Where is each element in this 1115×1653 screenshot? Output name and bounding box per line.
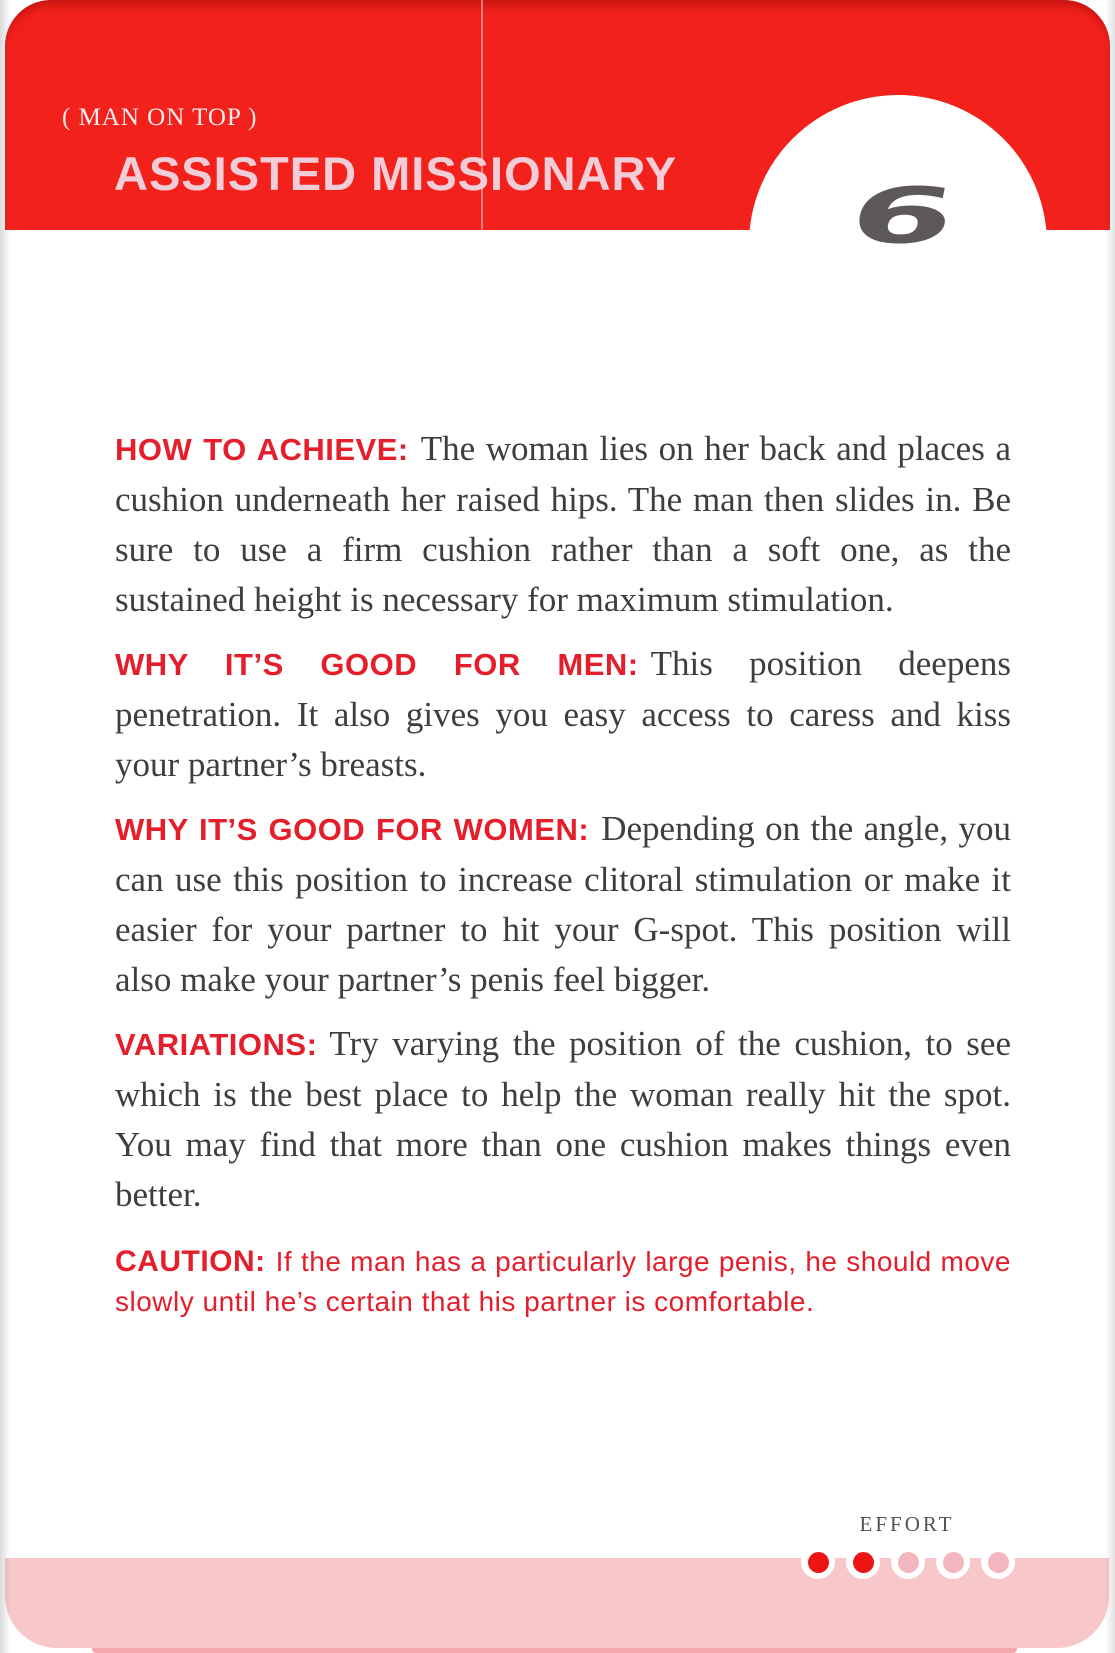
effort-dot: [891, 1545, 925, 1579]
section-variations: [115, 1019, 1011, 1220]
effort-dot-empty: [988, 1552, 1009, 1573]
effort-dot-empty: [898, 1552, 919, 1573]
section-text: Depending on the angle, you can use this position to increase clitoral stimulation or make it easier for your partner to hit your G-spot. This position will also make your partner’s penis feel bigger.: [115, 809, 1012, 999]
effort-dot: [801, 1545, 835, 1579]
section-label: VARIATIONS:: [115, 1027, 318, 1062]
section-good-for-women: [115, 804, 1011, 1005]
effort-label: EFFORT: [859, 1512, 955, 1536]
section-text: This position deepens penetration. It also gives you easy access to caress and kiss your partner’s breasts.: [115, 644, 1011, 784]
page-title: ASSISTED MISSIONARY: [114, 147, 678, 200]
category-label: ( MAN ON TOP ): [62, 104, 258, 131]
effort-dot: [846, 1545, 880, 1579]
content: [115, 424, 1011, 1336]
section-text: The woman lies on her back and places a cushion underneath her raised hips. The man then slides in. Be sure to use a firm cushion rather than a soft one, as the sustained height is necessary for maximum stimulation.: [115, 429, 1011, 619]
effort-dot: [936, 1545, 970, 1579]
effort-dots: [801, 1545, 1015, 1579]
section-text: If the man has a particularly large penis, he should move slowly until he’s certain that his partner is comfortable.: [115, 1246, 1011, 1317]
card-number: 6: [841, 171, 963, 261]
section-text: Try varying the position of the cushion, to see which is the best place to help the woman really hit the spot. You may find that more than one cushion makes things even better.: [115, 1024, 1011, 1214]
effort-dot-filled: [853, 1552, 874, 1573]
effort-dot: [981, 1545, 1015, 1579]
right-edge-shadow: [1105, 0, 1115, 1653]
effort-dot-empty: [943, 1552, 964, 1573]
card-number-circle: [749, 95, 1047, 393]
effort-dot-filled: [808, 1552, 829, 1573]
section-label: WHY IT’S GOOD FOR WOMEN:: [115, 812, 590, 847]
section-label: WHY IT’S GOOD FOR MEN:: [115, 647, 639, 682]
section-caution: [115, 1242, 1011, 1322]
section-label: HOW TO ACHIEVE:: [115, 432, 409, 467]
section-how-to-achieve: [115, 424, 1011, 625]
section-good-for-men: [115, 639, 1011, 790]
left-edge-shadow: [0, 0, 10, 1653]
section-label: CAUTION:: [115, 1245, 266, 1278]
